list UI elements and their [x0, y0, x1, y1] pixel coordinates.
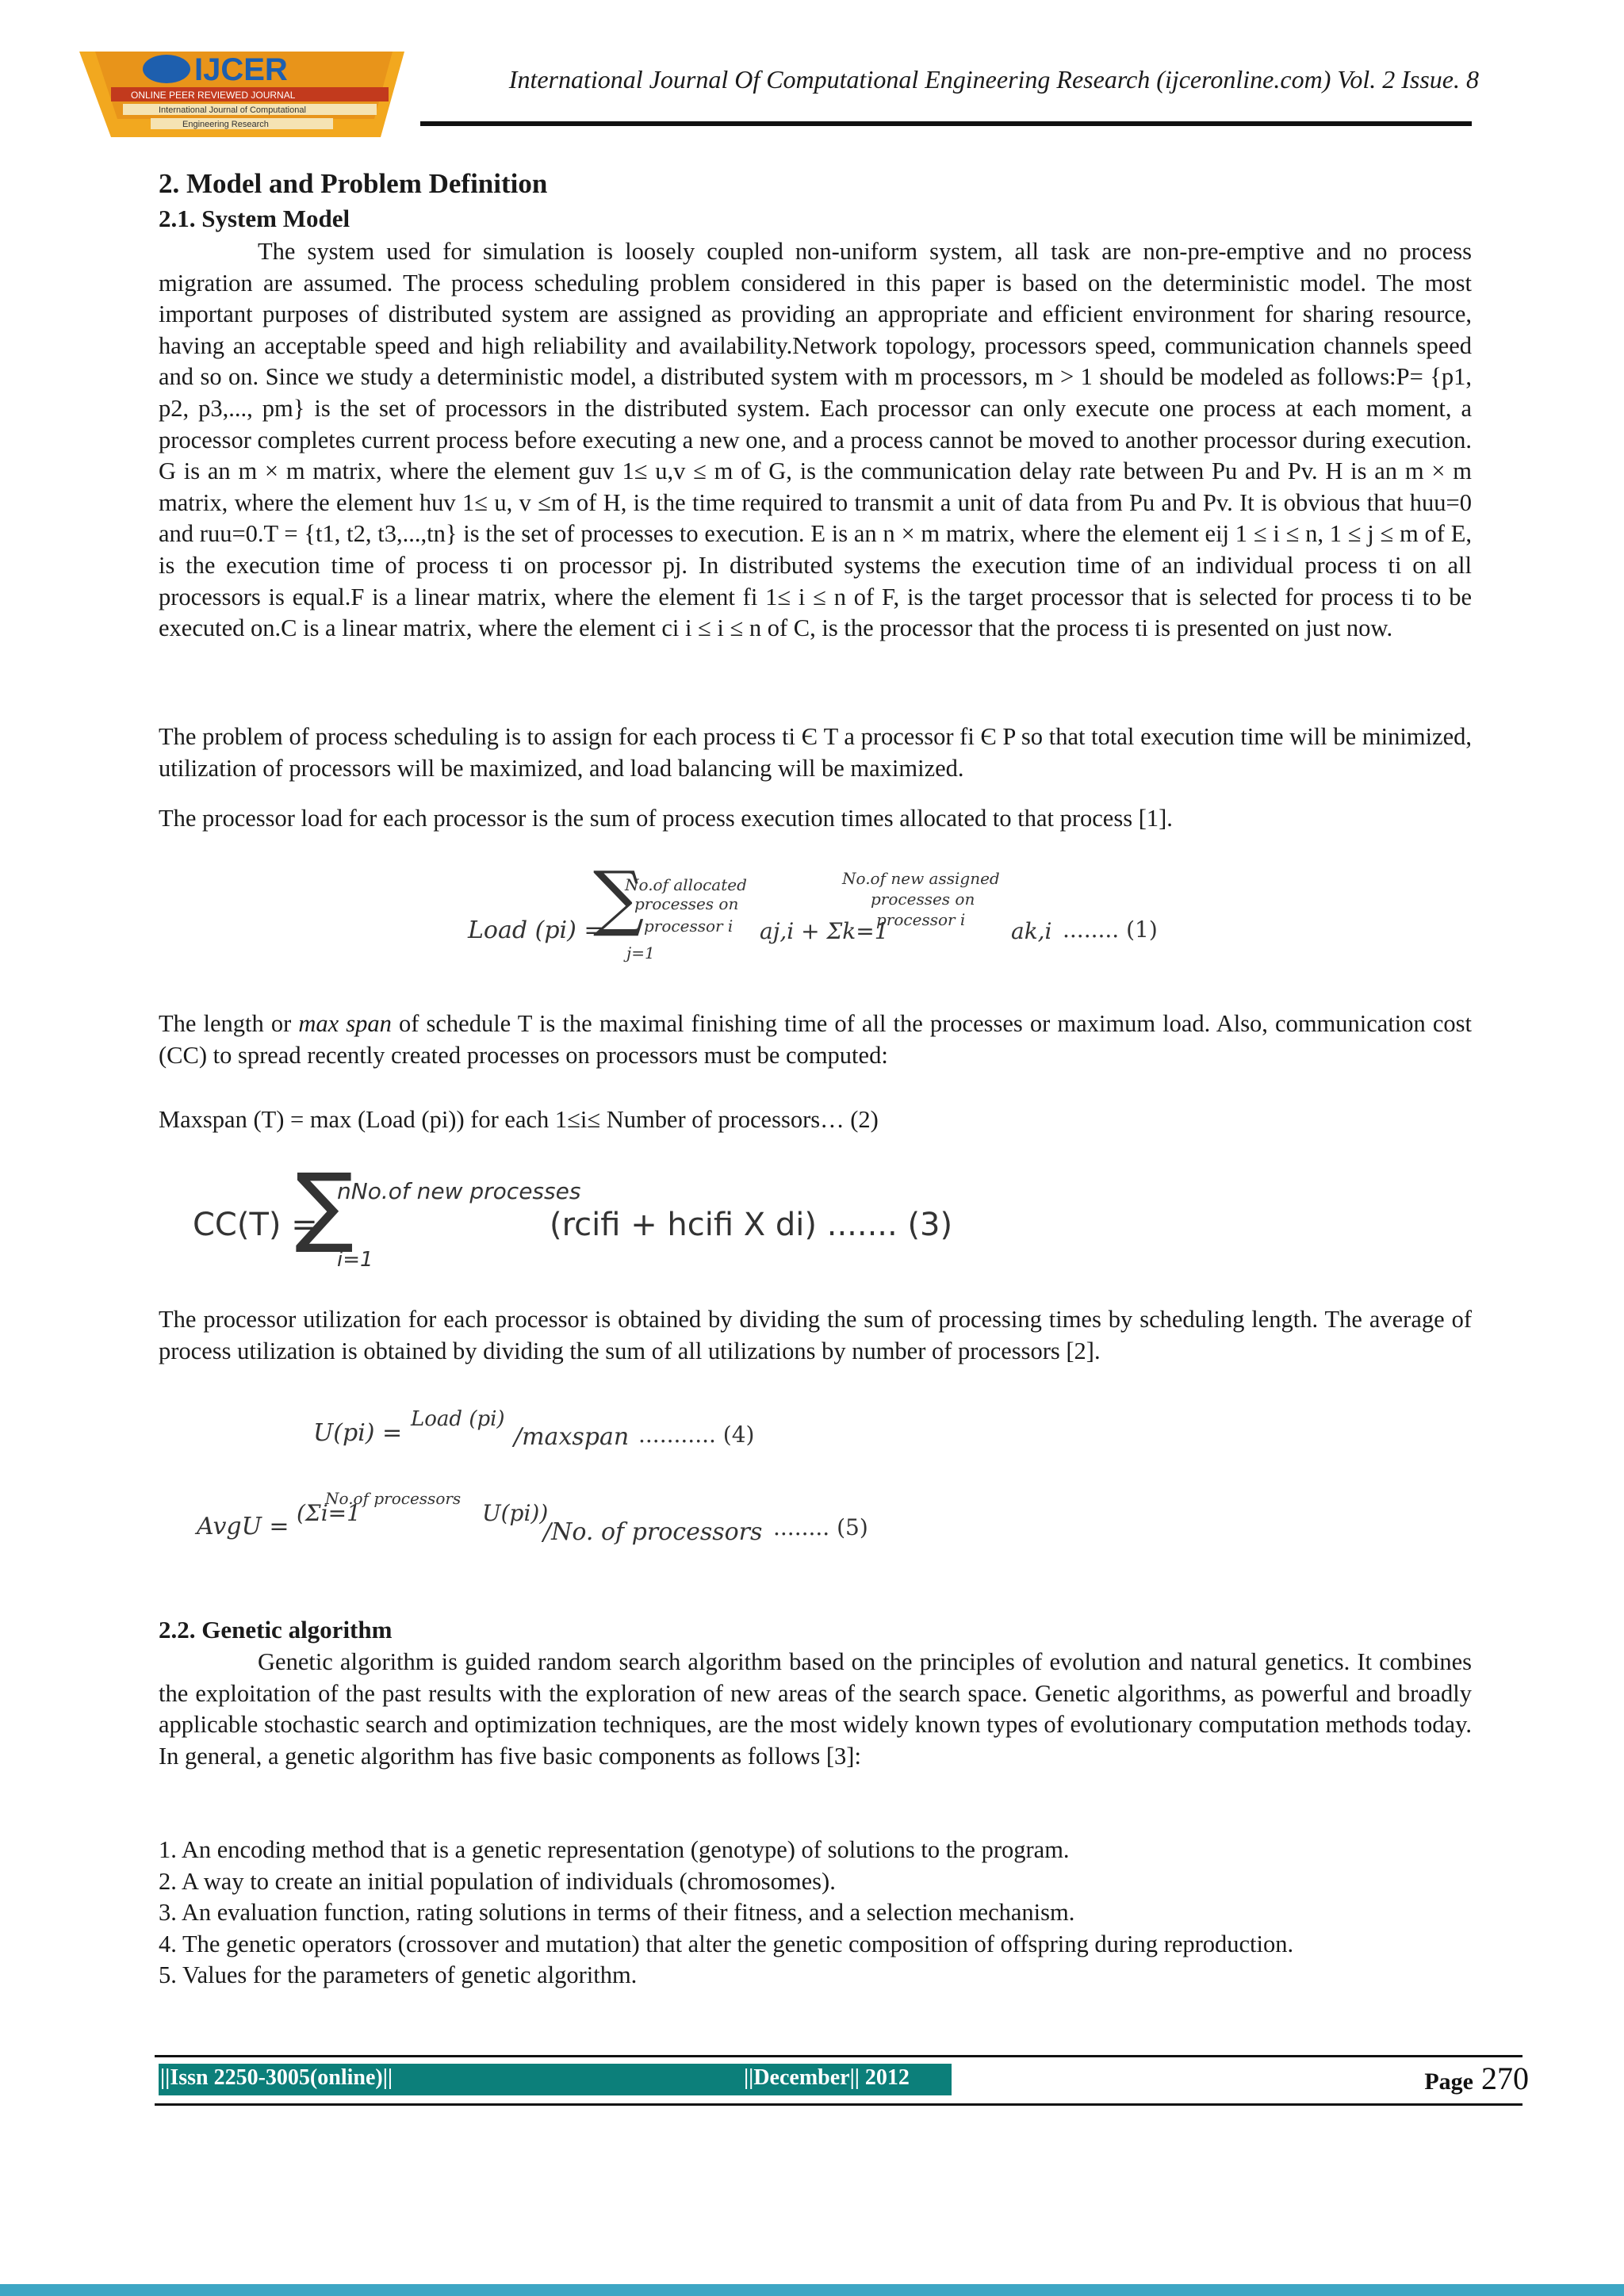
equation-3	[0, 1154, 1624, 1276]
eq1-sum-symbol: ∑	[593, 856, 645, 939]
list-item: 2. A way to create an initial population of individuals (chromosomes).	[159, 1867, 836, 1895]
list-item: 1. An encoding method that is a genetic representation (genotype) of solutions to the program.	[159, 1836, 1070, 1863]
eq3-sum-symbol: ∑	[295, 1154, 354, 1256]
section-heading: 2. Model and Problem Definition	[159, 168, 548, 199]
eq5-numerator: (Σi=1	[297, 1500, 361, 1526]
eq3-body: (rcifi + hcifi X di) ....... (3)	[550, 1207, 953, 1243]
eq1-upper2b: processes on	[871, 890, 975, 909]
eq1-tag: ........ (1)	[1063, 916, 1158, 943]
maxspan-paragraph: The length or max span of schedule T is the maximal finishing time of all the processes or maximum load. Also, communication cost (CC) to spread recently created processes on processors must be computed:	[159, 1010, 1472, 1069]
header-rule	[420, 121, 1472, 126]
page-number-block	[1424, 2060, 1529, 2097]
eq1-upper2c: processor i	[876, 910, 966, 929]
eq1-lhs: Load (pi) =	[468, 916, 604, 944]
eq5-denominator: /No. of processors	[543, 1518, 763, 1546]
eq1-term1: aj,i + Σk=1	[760, 918, 889, 944]
ga-components-list	[159, 1835, 1472, 1992]
subsection-heading-genetic-algorithm: 2.2. Genetic algorithm	[159, 1616, 393, 1644]
eq4-denominator: /maxspan	[514, 1423, 630, 1451]
logo-subtitle-2: Engineering Research	[182, 120, 269, 129]
bottom-stripe	[0, 2284, 1624, 2296]
eq4-numerator: Load (pi)	[411, 1407, 505, 1431]
eq5-numerator-2: U(pi))	[482, 1500, 549, 1526]
system-model-paragraph: The system used for simulation is loosely coupled non-uniform system, all task are non-pre-emptive and no process migration are assumed. The process scheduling problem considered in this paper is based on the deterministic model. The most important purposes of distributed system are assigned as providing an appropriate and efficient environment for sharing resource, having an acceptable speed and high reliability and availability.Network topology, processors speed, communication channels speed and so on. Since we study a deterministic model, a distributed system with m processors, m > 1 should be modeled as follows:P= {p1, p2, p3,..., pm} is the set of processors in the distributed system. Each processor can only execute one process at each moment, a processor completes current process before executing a new one, and a process cannot be moved to another processor during execution. G is an m × m matrix, where the element guv 1≤ u,v ≤ m of G, is the communication delay rate between Pu and Pv. H is an m × m matrix, where the element huv 1≤ u, v ≤m of H, is the time required to transmit a unit of data from Pu and Pv. It is obvious that huu=0 and ruu=0.T = {t1, t2, t3,...,tn} is the set of processes to execution. E is an n × m matrix, where the element eij 1 ≤ i ≤ n, 1 ≤ j ≤ m of E, is the execution time of process ti on processor pj. In distributed systems the execution time of an individual process ti on all processors is equal.F is a linear matrix, where the element fi 1≤ i ≤ n of F, is the target processor that is selected for process ti to be executed on.C is a linear matrix, where the element ci i ≤ i ≤ n of C, is the processor that the process ti is presented on just now.	[159, 238, 1472, 642]
logo-text: IJCER	[194, 52, 288, 87]
page-number: 270	[1481, 2061, 1529, 2096]
eq5-lhs: AvgU =	[197, 1513, 289, 1540]
equation-1	[0, 856, 1624, 967]
footer-top-rule	[155, 2055, 1522, 2057]
eq1-lower1: j=1	[626, 943, 655, 962]
eq4-tag: ........... (4)	[638, 1422, 755, 1448]
equation-5	[0, 1483, 1624, 1554]
eq1-upper1a: No.of allocated	[625, 875, 747, 894]
eq1-upper1b: processes on	[634, 894, 739, 913]
list-item: 4. The genetic operators (crossover and mutation) that alter the genetic composition of offspring during reproduction.	[159, 1930, 1294, 1957]
eq5-tag: ........ (5)	[773, 1514, 868, 1540]
eq3-lhs: CC(T) =	[193, 1207, 318, 1243]
eq3-upper: nNo.of new processes	[337, 1178, 581, 1204]
page-label: Page	[1424, 2068, 1473, 2095]
equation-4	[0, 1399, 1624, 1455]
journal-title: International Journal Of Computational Engineering Research (ijceronline.com) Vol. 2 Issue. 8	[508, 65, 1479, 94]
utilization-paragraph: The processor utilization for each processor is obtained by dividing the sum of processing times by scheduling length. The average of process utilization is obtained by dividing the sum of all utilizations by number of processors [2].	[159, 1306, 1472, 1364]
list-item: 5. Values for the parameters of genetic algorithm.	[159, 1961, 638, 1989]
footer-bottom-rule	[155, 2103, 1522, 2106]
logo-subtitle-1: International Journal of Computational	[159, 105, 306, 115]
eq3-lower: i=1	[337, 1248, 373, 1272]
journal-logo	[79, 44, 420, 163]
eq1-upper1c: processor i	[644, 916, 733, 936]
logo-tagline: ONLINE PEER REVIEWED JOURNAL	[131, 90, 296, 101]
subsection-heading-system-model: 2.1. System Model	[159, 205, 350, 232]
footer-date: ||December|| 2012	[744, 2065, 910, 2090]
eq4-lhs: U(pi) =	[313, 1419, 403, 1447]
list-item: 3. An evaluation function, rating solutions in terms of their fitness, and a selection mechanism.	[159, 1899, 1075, 1927]
eq5-upper: No.of processors	[325, 1489, 462, 1508]
footer-issn: ||Issn 2250-3005(online)||	[160, 2065, 393, 2090]
processor-load-paragraph: The processor load for each processor is the sum of process execution times allocated to that process [1].	[159, 805, 1173, 832]
equation-2: Maxspan (T) = max (Load (pi)) for each 1≤i≤ Number of processors… (2)	[159, 1106, 879, 1133]
scheduling-problem-paragraph: The problem of process scheduling is to assign for each process ti Є T a processor fi Є P so that total execution time will be minimized, utilization of processors will be maximized, and load balancing will be maximized.	[159, 723, 1472, 782]
genetic-algorithm-paragraph: Genetic algorithm is guided random search algorithm based on the principles of evolution and natural genetics. It combines the exploitation of the past results with the exploration of new areas of the search space. Genetic algorithms, as powerful and broadly applicable stochastic search and optimization techniques, are the most widely known types of evolutionary computation methods today. In general, a genetic algorithm has five basic components as follows [3]:	[159, 1648, 1472, 1770]
eq1-term2: ak,i	[1011, 918, 1052, 944]
eq1-upper2a: No.of new assigned	[842, 869, 1000, 888]
